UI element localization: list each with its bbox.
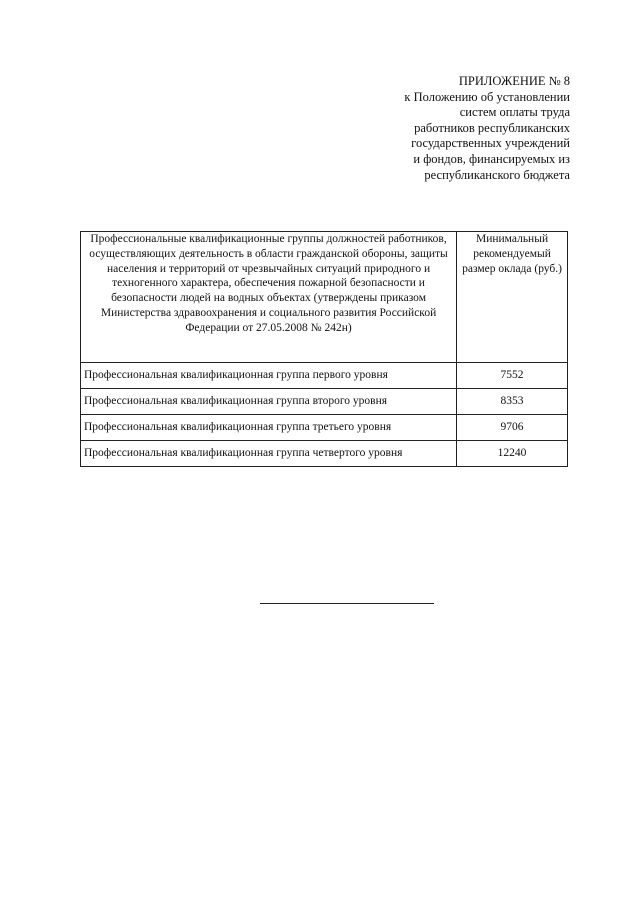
column-header-salary: Минимальный рекомендуемый размер оклада (руб.): [457, 232, 568, 363]
table-row: [81, 363, 568, 389]
salary-cell: 8353: [457, 389, 568, 415]
table-header-row: [81, 232, 568, 363]
appendix-line: систем оплаты труда: [459, 105, 570, 120]
group-name-cell: Профессиональная квалификационная группа второго уровня: [81, 389, 457, 415]
appendix-title: ПРИЛОЖЕНИЕ № 8: [458, 74, 570, 88]
salary-cell: 7552: [457, 363, 568, 389]
table-row: [81, 415, 568, 441]
group-name-cell: Профессиональная квалификационная группа четвертого уровня: [81, 441, 457, 467]
appendix-line: работников республиканских: [414, 120, 570, 135]
appendix-line: государственных учреждений: [411, 136, 570, 151]
salary-cell: 12240: [457, 441, 568, 467]
salary-cell: 9706: [457, 415, 568, 441]
appendix-line: республиканского бюджета: [424, 167, 570, 182]
group-name-cell: Профессиональная квалификационная группа третьего уровня: [81, 415, 457, 441]
appendix-line: и фондов, финансируемых из: [413, 151, 570, 166]
table-row: [81, 389, 568, 415]
table-row: [81, 441, 568, 467]
column-header-group: Профессиональные квалификационные группы должностей работников, осуществляющих деятельность в области гражданской обороны, защиты населения и территорий от чрезвычайных ситуаций природного и техногенного характера, обеспечения пожарной безопасности и безопасности людей на водных объектах (утверждены приказом Министерства здравоохранения и социального развития Российской Федерации от 27.05.2008 № 242н): [81, 232, 457, 363]
group-name-cell: Профессиональная квалификационная группа первого уровня: [81, 363, 457, 389]
closing-rule: [260, 603, 434, 604]
salary-table: [80, 231, 568, 467]
appendix-line: к Положению об установлении: [404, 89, 570, 104]
appendix-header: [270, 74, 570, 183]
